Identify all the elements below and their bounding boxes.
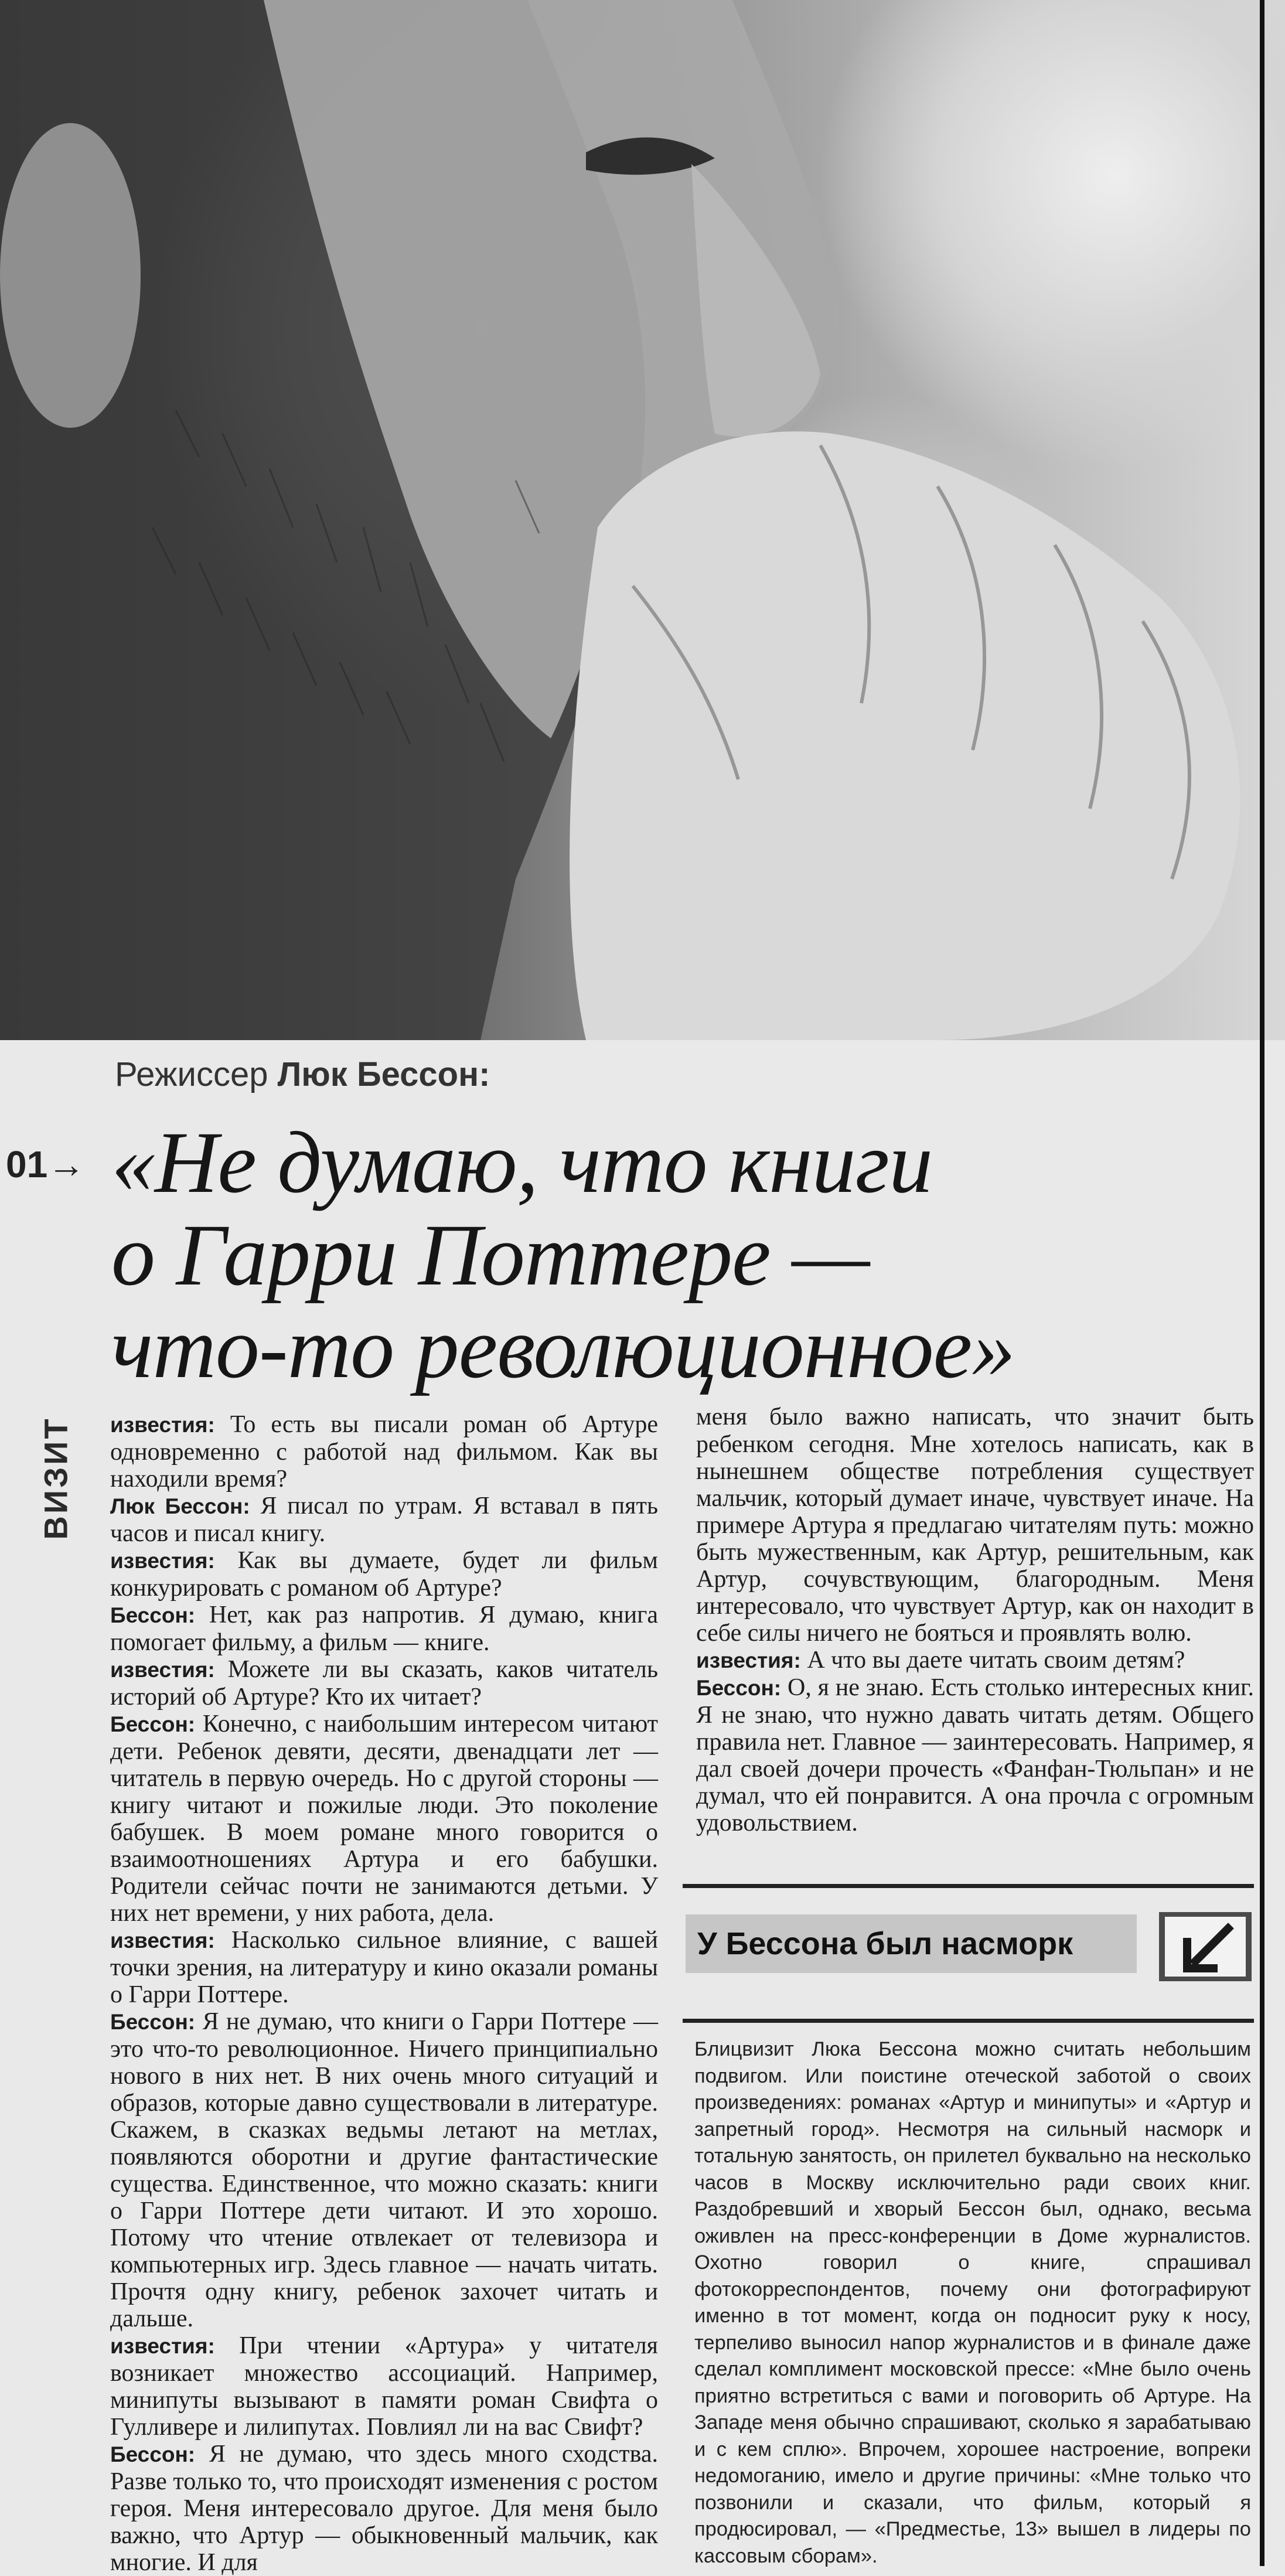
- kicker-name: Люк Бессон:: [277, 1055, 490, 1093]
- interview-paragraph: [110, 1602, 658, 1656]
- interview-paragraph: [110, 2441, 658, 2576]
- speaker-label: Бессон:: [110, 2010, 196, 2034]
- speaker-label: известия:: [110, 2334, 215, 2358]
- speaker-label: Люк Бессон:: [110, 1494, 250, 1518]
- speaker-label: известия:: [110, 1658, 215, 1682]
- paragraph-text: О, я не знаю. Есть столько интересных книг. Я не знаю, что нужно давать читать детям. Общего правила нет. Главное — заинтересовать. Например, я дал своей дочери прочесть «Фанфан-Тюльпан» и не думал, что ей понравится. А она прочла с огромным удовольствием.: [696, 1674, 1254, 1836]
- paragraph-text: меня было важно написать, что значит быть ребенком сегодня. Мне хотелось написать, как в нынешнем обществе потребления существует мальчик, который думает иначе, чувствует иначе. На примере Артура я предлагаю читателям путь: можно быть мужественным, как Артур, решительным, как Артур, сочувствующим, благородным. Меня интересовало, что чувствует Артур, как он находит в себе силы ничего не бояться и проявлять волю.: [696, 1403, 1254, 1647]
- speaker-label: Бессон:: [110, 1603, 196, 1627]
- paragraph-text: А что вы даете читать своим детям?: [800, 1647, 1185, 1674]
- portrait-illustration: [0, 0, 1285, 1040]
- headline-line: что-то революционное»: [111, 1299, 1015, 1396]
- interview-paragraph: [110, 1710, 658, 1927]
- headline-line: о Гарри Поттере —: [111, 1207, 870, 1304]
- interview-paragraph: [110, 1411, 658, 1493]
- sidebar-title: У Бессона был насморк: [686, 1914, 1137, 1973]
- interview-column-1: [110, 1411, 658, 2576]
- headline: [111, 1116, 1225, 1394]
- headline-line: «Не думаю, что книги: [111, 1114, 933, 1211]
- interview-paragraph: [696, 1674, 1254, 1836]
- paragraph-text: При чтении «Артура» у читателя возникает множество ассоциаций. Например, минипуты вызывают в памяти роман Свифта о Гулливере и лилипутах. Повлиял ли на вас Свифт?: [110, 2332, 658, 2441]
- speaker-label: Бессон:: [110, 1712, 196, 1736]
- interview-paragraph: [696, 1647, 1254, 1674]
- interview-paragraph: [110, 1927, 658, 2008]
- speaker-label: известия:: [110, 1549, 215, 1573]
- paragraph-text: Насколько сильное влияние, с вашей точки зрения, на литературу и кино оказали романы о Гарри Поттере.: [110, 1927, 658, 2008]
- portrait-photo: [0, 0, 1285, 1040]
- sidebar-bottom-rule: [683, 2019, 1254, 2023]
- sidebar-top-rule: [683, 1884, 1254, 1888]
- paragraph-text: Конечно, с наибольшим интересом читают дети. Ребенок девяти, десяти, двенадцати лет — читатель в первую очередь. Но с другой стороны — книгу читают и пожилые люди. Это поколение бабушек. В моем романе много говорится о взаимоотношениях Артура и его бабушки. Родители сейчас почти не занимаются детьми. У них нет времени, у них работа, дела.: [110, 1710, 658, 1927]
- paragraph-text: То есть вы писали роман об Артуре одновременно с работой над фильмом. Как вы находили время?: [110, 1411, 658, 1493]
- paragraph-text: Я писал по утрам. Я вставал в пять часов и писал книгу.: [110, 1493, 658, 1547]
- sidebar-text: Блицвизит Люка Бессона можно считать небольшим подвигом. Или поистине отеческой заботой о своих произведениях: романах «Артур и минипуты» и «Артур и запретный город». Несмотря на сильный насморк и тотальную занятость, он прилетел буквально на несколько часов в Москву исключительно ради своих книг. Раздобревший и хворый Бессон был, однако, весьма оживлен на пресс-конференции в Доме журналистов. Охотно говорил о книге, спрашивал фотокорреспондентов, почему они фотографируют именно в тот момент, когда он подносит руку к носу, терпеливо выносил напор журналистов и в финале даже сделал комплимент московской прессе: «Мне было очень приятно встретиться с вами и поговорить об Артуре. На Западе меня обычно спрашивают, сколько я зарабатываю и с кем сплю». Впрочем, хорошее настроение, вопреки недомоганию, имело и другие причины: «Мне только что позвонили и сказали, что фильм, который я продюсировал, — «Предместье, 13» вышел в лидеры по кассовым сборам».: [694, 2038, 1251, 2567]
- paragraph-text: Я не думаю, что книги о Гарри Поттере — это что-то революционное. Ничего принципиально нового в них нет. В них очень много ситуаций и образов, которые давно существовали в литературе. Скажем, в сказках ведьмы летают на метлах, появляются оборотни и другие фантастические существа. Единственное, что можно сказать: книги о Гарри Поттере дети читают. И это хорошо. Потому что чтение отвлекает от телевизора и компьютерных игр. Здесь главное — начать читать. Прочтя одну книгу, ребенок захочет читать и дальше.: [110, 2008, 658, 2332]
- paragraph-text: Я не думаю, что здесь много сходства. Разве только то, что происходят изменения с ростом героя. Меня интересовало другое. Для меня было важно, что Артур — обыкновенный мальчик, как многие. И для: [110, 2441, 658, 2576]
- interview-paragraph: [696, 1403, 1254, 1647]
- speaker-label: известия:: [110, 1413, 215, 1437]
- rubric: [35, 1416, 82, 1541]
- sidebar-header: [686, 1902, 1251, 2016]
- interview-column-2: [696, 1403, 1254, 1836]
- speaker-label: известия:: [696, 1648, 801, 1672]
- section-number: 01→: [6, 1143, 86, 1185]
- rubric-label: ВИЗИТ: [37, 1416, 74, 1540]
- kicker-prefix: Режиссер: [115, 1055, 268, 1093]
- interview-paragraph: [110, 1656, 658, 1710]
- speaker-label: Бессон:: [110, 2442, 196, 2466]
- speaker-label: известия:: [110, 1928, 215, 1953]
- interview-paragraph: [110, 2008, 658, 2332]
- paragraph-text: Можете ли вы сказать, каков читатель историй об Артуре? Кто их читает?: [110, 1656, 658, 1710]
- interview-paragraph: [110, 2332, 658, 2441]
- arrow-down-left-icon: [1159, 1912, 1252, 1981]
- paragraph-text: Как вы думаете, будет ли фильм конкурировать с романом об Артуре?: [110, 1547, 658, 1602]
- kicker: [115, 1055, 490, 1094]
- interview-paragraph: [110, 1493, 658, 1547]
- page-edge: [1260, 0, 1264, 2566]
- speaker-label: Бессон:: [696, 1676, 782, 1700]
- paragraph-text: Нет, как раз напротив. Я думаю, книга помогает фильму, а фильм — книге.: [110, 1602, 658, 1656]
- interview-paragraph: [110, 1547, 658, 1602]
